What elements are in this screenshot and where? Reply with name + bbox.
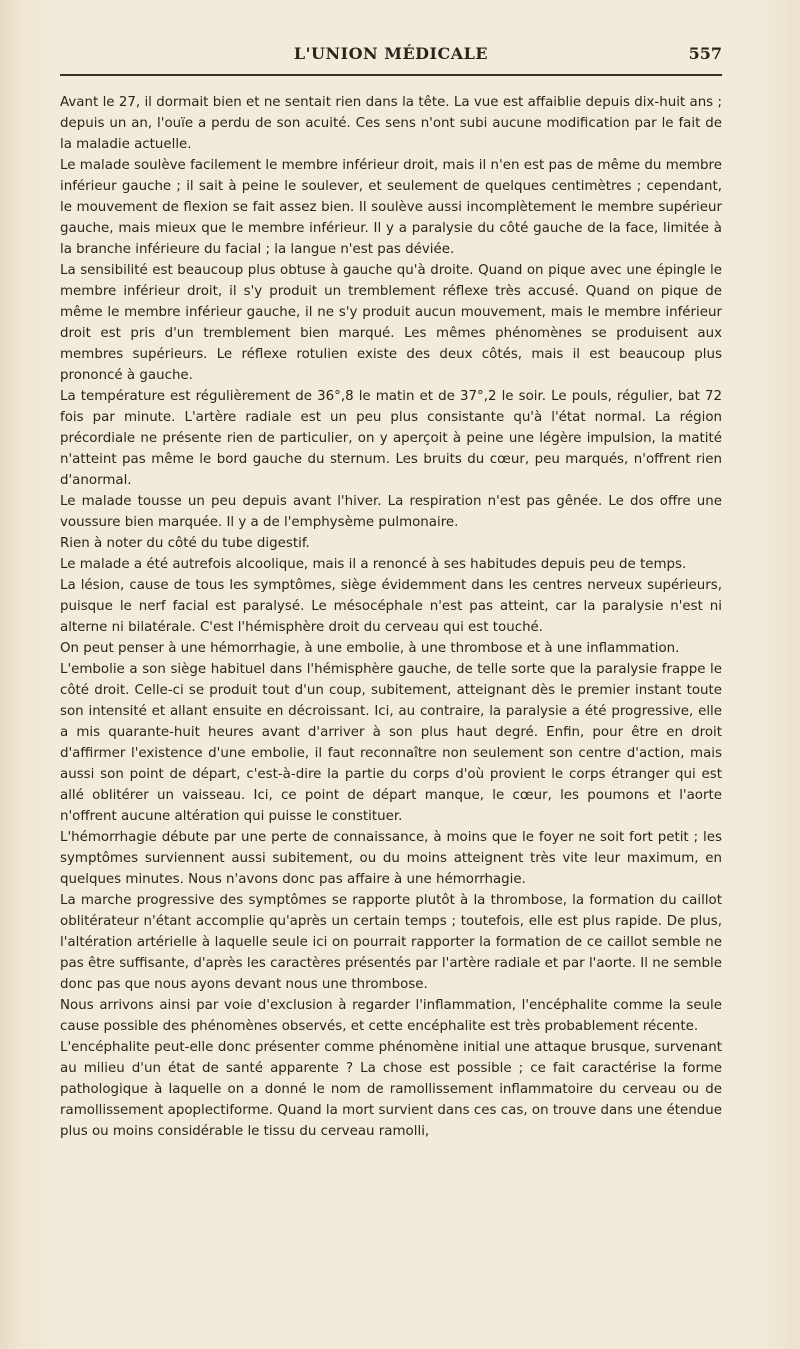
paragraph: Le malade tousse un peu depuis avant l'hiver. La respiration n'est pas gênée. Le dos offre une voussure bien marquée. Il y a de l'emphysème pulmonaire. [60,494,722,530]
paragraph: On peut penser à une hémorrhagie, à une embolie, à une thrombose et à une inflammation. [60,641,680,656]
paragraph: Avant le 27, il dormait bien et ne sentait rien dans la tête. La vue est affaiblie depuis dix-huit ans ; depuis un an, l'ouïe a perdu de son acuité. Ces sens n'ont subi aucune modification par le fait de la maladie actuelle. [60,95,722,152]
paragraph: La température est régulièrement de 36°,8 le matin et de 37°,2 le soir. Le pouls, régulier, bat 72 fois par minute. L'artère radiale est un peu plus consistante qu'à l'état normal. La région précordiale ne présente rien de particulier, on y aperçoit à peine une légère impulsion, la matité n'atteint pas même le bord gauche du sternum. Les bruits du cœur, peu marqués, n'offrent rien d'anormal. [60,389,722,488]
paragraph: L'encéphalite peut-elle donc présenter comme phénomène initial une attaque brusque, survenant au milieu d'un état de santé apparente ? La chose est possible ; ce fait caractérise la forme pathologique à laquelle on a donné le nom de ramollissement inflammatoire du cerveau ou de ramollissement apoplectiforme. Quand la mort survient dans ces cas, on trouve dans une étendue plus ou moins considérable le tissu du cerveau ramolli, [60,1040,722,1139]
body-text [60,92,722,1142]
page-header [60,44,722,68]
paragraph: Rien à noter du côté du tube digestif. [60,536,310,551]
paragraph: Le malade a été autrefois alcoolique, mais il a renoncé à ses habitudes depuis peu de temps. [60,557,687,572]
page-number: 557 [688,44,722,63]
header-rule [60,74,722,76]
paragraph: La sensibilité est beaucoup plus obtuse à gauche qu'à droite. Quand on pique avec une épingle le membre inférieur droit, il s'y produit un tremblement réflexe très accusé. Quand on pique de même le membre inférieur gauche, il ne s'y produit aucun mouvement, mais le membre inférieur droit est pris d'un tremblement bien marqué. Les mêmes phénomènes se produisent aux membres supérieurs. Le réflexe rotulien existe des deux côtés, mais il est beaucoup plus prononcé à gauche. [60,263,722,383]
running-title: L'UNION MÉDICALE [293,44,489,63]
paragraph: La lésion, cause de tous les symptômes, siège évidemment dans les centres nerveux supérieurs, puisque le nerf facial est paralysé. Le mésocéphale n'est pas atteint, car la paralysie n'est ni alterne ni bilatérale. C'est l'hémisphère droit du cerveau qui est touché. [60,578,722,635]
paragraph: Nous arrivons ainsi par voie d'exclusion à regarder l'inflammation, l'encéphalite comme la seule cause possible des phénomènes observés, et cette encéphalite est très probablement récente. [60,998,722,1034]
paragraph: Le malade soulève facilement le membre inférieur droit, mais il n'en est pas de même du membre inférieur gauche ; il sait à peine le soulever, et seulement de quelques centimètres ; cependant, le mouvement de flexion se fait assez bien. Il soulève aussi incomplètement le membre supérieur gauche, mais mieux que le membre inférieur. Il y a paralysie du côté gauche de la face, limitée à la branche inférieure du facial ; la langue n'est pas déviée. [60,158,722,257]
paragraph: La marche progressive des symptômes se rapporte plutôt à la thrombose, la formation du caillot oblitérateur n'étant accomplie qu'après un certain temps ; toutefois, elle est plus rapide. De plus, l'altération artérielle à laquelle seule ici on pourrait rapporter la formation de ce caillot semble ne pas être suffisante, d'après les caractères présentés par l'artère radiale et par l'aorte. Il ne semble donc pas que nous ayons devant nous une thrombose. [60,893,722,992]
paragraph: L'hémorrhagie débute par une perte de connaissance, à moins que le foyer ne soit fort petit ; les symptômes surviennent aussi subitement, ou du moins atteignent très vite leur maximum, en quelques minutes. Nous n'avons donc pas affaire à une hémorrhagie. [60,830,722,887]
paragraph: L'embolie a son siège habituel dans l'hémisphère gauche, de telle sorte que la paralysie frappe le côté droit. Celle-ci se produit tout d'un coup, subitement, atteignant dès le premier instant toute son intensité et allant ensuite en décroissant. Ici, au contraire, la paralysie a été progressive, elle a mis quarante-huit heures avant d'arriver à son plus haut degré. Enfin, pour être en droit d'affirmer l'existence d'une embolie, il faut reconnaître non seulement son centre d'action, mais aussi son point de départ, c'est-à-dire la partie du corps d'où provient le corps étranger qui est allé oblitérer un vaisseau. Ici, ce point de départ manque, le cœur, les poumons et l'aorte n'offrent aucune altération qui puisse le constituer. [60,662,722,824]
